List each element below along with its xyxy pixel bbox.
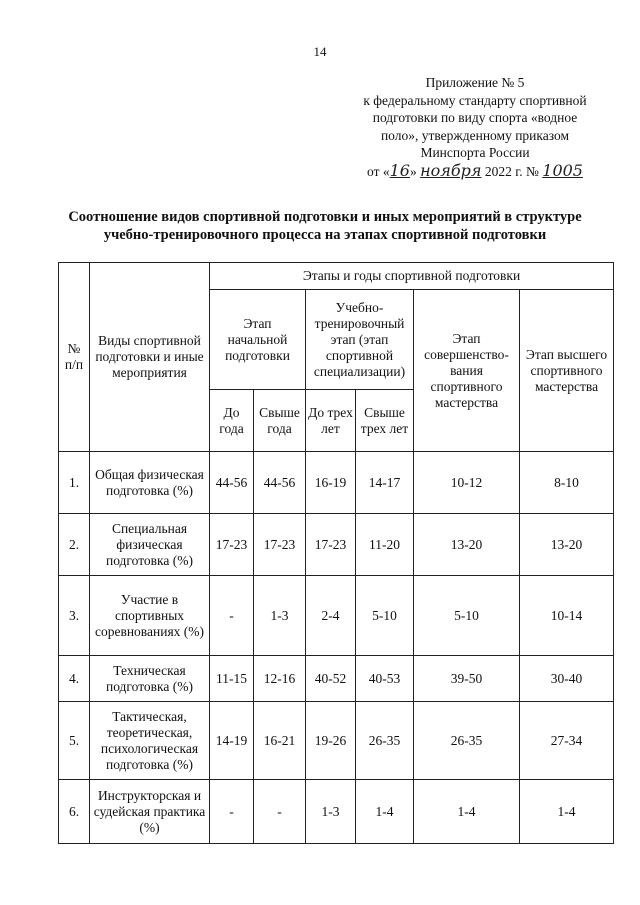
cell-training-over-3: 1-4	[356, 780, 414, 844]
header-training-over-3: Свыше трех лет	[356, 390, 414, 452]
cell-training-over-3: 40-53	[356, 656, 414, 702]
cell-initial-over-year: 44-56	[254, 452, 306, 514]
cell-improvement: 5-10	[414, 576, 520, 656]
cell-initial-to-year: 14-19	[210, 702, 254, 780]
cell-initial-to-year: 44-56	[210, 452, 254, 514]
appendix-line5: Минспорта России	[420, 145, 530, 160]
table-row	[59, 702, 614, 780]
table-row	[59, 576, 614, 656]
cell-training-to-3: 16-19	[306, 452, 356, 514]
title-line1: Соотношение видов спортивной подготовки и иных мероприятий в структуре	[68, 209, 582, 225]
document-title	[50, 208, 600, 244]
cell-training-to-3: 2-4	[306, 576, 356, 656]
handwritten-number: 1005	[542, 160, 583, 180]
cell-initial-to-year: -	[210, 780, 254, 844]
row-name: Техническая подготовка (%)	[90, 656, 210, 702]
row-num: 3.	[59, 576, 90, 656]
header-training-to-3: До трех лет	[306, 390, 356, 452]
cell-improvement: 10-12	[414, 452, 520, 514]
appendix-line2: к федеральному стандарту спортивной	[363, 92, 587, 108]
table-row	[59, 514, 614, 576]
header-improvement-stage: Этап совершенство-вания спортивного мастерства	[414, 290, 520, 452]
title-line2: учебно-тренировочного процесса на этапах спортивной подготовки	[103, 227, 547, 243]
row-name: Инструкторская и судейская практика (%)	[90, 780, 210, 844]
header-stages: Этапы и годы спортивной подготовки	[210, 263, 614, 290]
row-name: Специальная физическая подготовка (%)	[90, 514, 210, 576]
header-initial-to-year: До года	[210, 390, 254, 452]
header-num: № п/п	[59, 263, 90, 452]
cell-training-to-3: 40-52	[306, 656, 356, 702]
date-mid: »	[409, 163, 417, 179]
order-year: 2022 г. №	[484, 163, 539, 179]
handwritten-month: ноября	[420, 160, 482, 180]
cell-initial-to-year: -	[210, 576, 254, 656]
row-num: 2.	[59, 514, 90, 576]
cell-training-to-3: 19-26	[306, 702, 356, 780]
cell-initial-over-year: 1-3	[254, 576, 306, 656]
cell-initial-to-year: 11-15	[210, 656, 254, 702]
handwritten-day: 16	[389, 160, 410, 180]
cell-training-to-3: 17-23	[306, 514, 356, 576]
cell-improvement: 13-20	[414, 514, 520, 576]
appendix-line3: подготовки по виду спорта «водное	[372, 110, 578, 125]
cell-training-to-3: 1-3	[306, 780, 356, 844]
row-name: Тактическая, теоретическая, психологическая подготовка (%)	[90, 702, 210, 780]
cell-highest: 1-4	[520, 780, 614, 844]
header-kind: Виды спортивной подготовки и иные мероприятия	[90, 263, 210, 452]
table-row	[59, 780, 614, 844]
cell-training-over-3: 5-10	[356, 576, 414, 656]
cell-initial-over-year: 12-16	[254, 656, 306, 702]
cell-highest: 13-20	[520, 514, 614, 576]
cell-improvement: 26-35	[414, 702, 520, 780]
cell-initial-over-year: -	[254, 780, 306, 844]
appendix-line1: Приложение № 5	[425, 75, 525, 90]
cell-initial-to-year: 17-23	[210, 514, 254, 576]
cell-training-over-3: 26-35	[356, 702, 414, 780]
header-initial-over-year: Свыше года	[254, 390, 306, 452]
cell-initial-over-year: 16-21	[254, 702, 306, 780]
cell-initial-over-year: 17-23	[254, 514, 306, 576]
appendix-line4: поло», утвержденному приказом	[380, 127, 570, 143]
appendix-header	[330, 74, 620, 180]
cell-improvement: 1-4	[414, 780, 520, 844]
table-row	[59, 656, 614, 702]
row-num: 4.	[59, 656, 90, 702]
row-name: Участие в спортивных соревнованиях (%)	[90, 576, 210, 656]
cell-highest: 10-14	[520, 576, 614, 656]
cell-training-over-3: 11-20	[356, 514, 414, 576]
table-row	[59, 452, 614, 514]
row-num: 5.	[59, 702, 90, 780]
cell-highest: 27-34	[520, 702, 614, 780]
header-highest-stage: Этап высшего спортивного мастерства	[520, 290, 614, 452]
training-ratio-table	[58, 262, 614, 844]
cell-highest: 30-40	[520, 656, 614, 702]
row-name: Общая физическая подготовка (%)	[90, 452, 210, 514]
order-date-line	[330, 162, 620, 181]
cell-improvement: 39-50	[414, 656, 520, 702]
date-prefix: от «	[367, 163, 390, 179]
header-training-stage: Учебно-тренировочный этап (этап спортивной специализации)	[306, 290, 414, 390]
header-initial-stage: Этап начальной подготовки	[210, 290, 306, 390]
page-number: 14	[313, 44, 327, 59]
row-num: 6.	[59, 780, 90, 844]
cell-training-over-3: 14-17	[356, 452, 414, 514]
row-num: 1.	[59, 452, 90, 514]
cell-highest: 8-10	[520, 452, 614, 514]
